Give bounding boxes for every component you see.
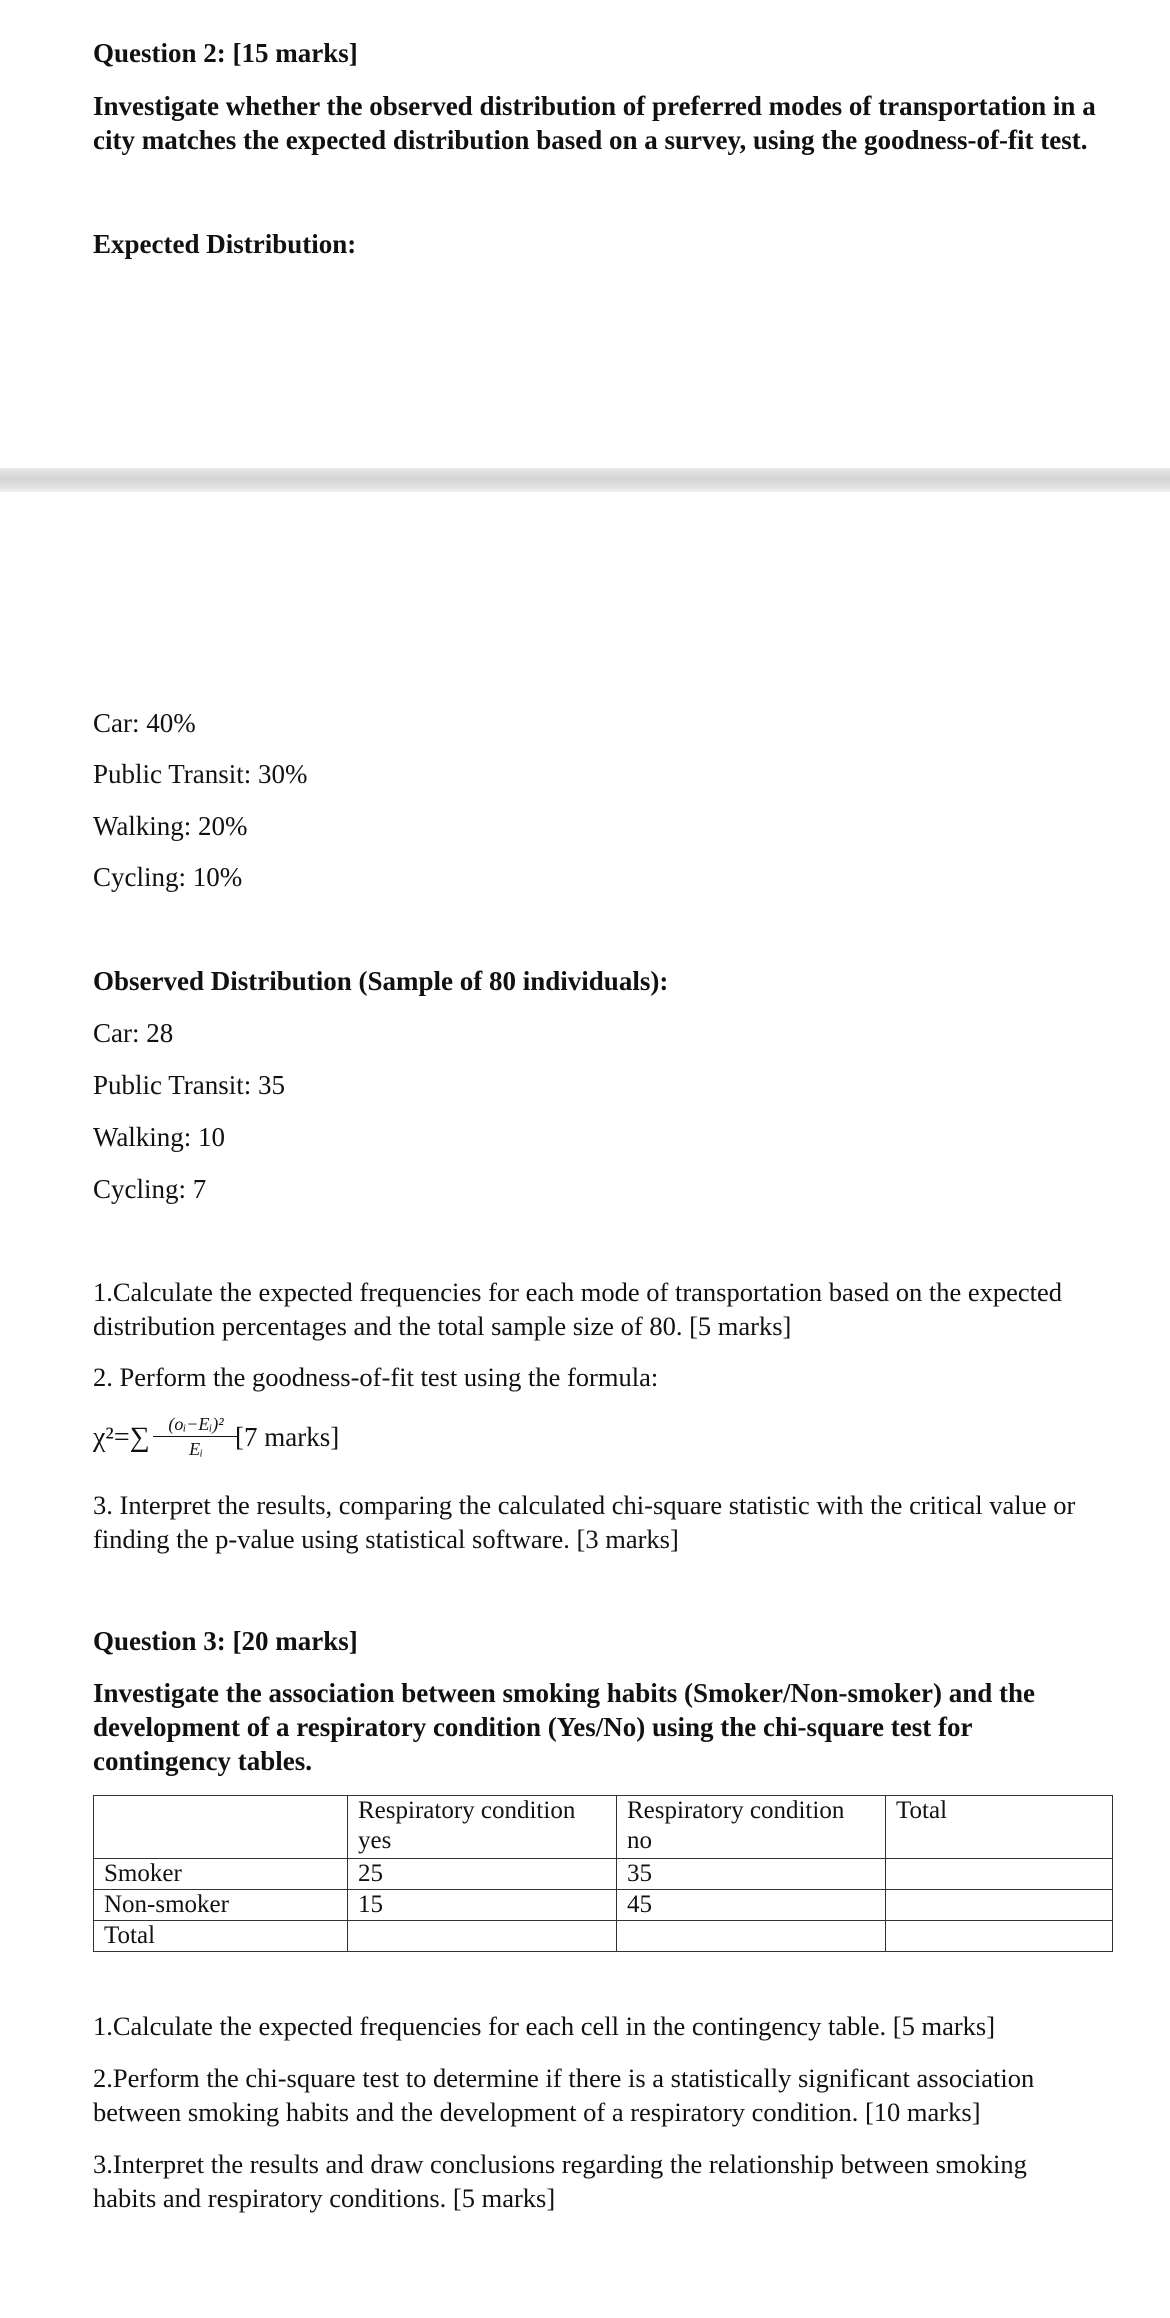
table-cell: 45: [617, 1890, 886, 1921]
question-3-task-3-line-1: 3.Interpret the results and draw conclusions regarding the relationship between smoking: [93, 2149, 1027, 2179]
question-3-task-3-line-2: habits and respiratory conditions. [5 marks]: [93, 2183, 556, 2213]
expected-item-public-transit: Public Transit: 30%: [93, 759, 308, 789]
table-cell: 25: [348, 1859, 617, 1890]
question-3-task-1: 1.Calculate the expected frequencies for each cell in the contingency table. [5 marks]: [93, 2011, 996, 2041]
question-2-intro-line-2: city matches the expected distribution based on a survey, using the goodness-of-fit test.: [93, 125, 1088, 155]
formula-denominator: Eᵢ: [189, 1439, 203, 1459]
observed-item-walking: Walking: 10: [93, 1122, 226, 1152]
formula-numerator: (oᵢ−Eᵢ)²: [153, 1414, 239, 1437]
table-cell: 15: [348, 1890, 617, 1921]
expected-item-cycling: Cycling: 10%: [93, 862, 243, 892]
question-3-intro-line-1: Investigate the association between smoking habits (Smoker/Non-smoker) and the: [93, 1678, 1036, 1708]
question-3-title: Question 3: [20 marks]: [93, 1626, 358, 1656]
table-cell: [886, 1890, 1113, 1921]
question-3-intro-line-2: development of a respiratory condition (Yes/No) using the chi-square test for: [93, 1712, 973, 1742]
table-header-cell: Respiratory condition no: [617, 1796, 886, 1859]
table-cell: [617, 1921, 886, 1952]
question-2-task-3-line-1: 3. Interpret the results, comparing the calculated chi-square statistic with the critical value or: [93, 1490, 1076, 1520]
page-separator: [0, 468, 1170, 492]
table-cell: 35: [617, 1859, 886, 1890]
question-2-task-1-line-2: distribution percentages and the total sample size of 80. [5 marks]: [93, 1311, 792, 1341]
table-row: [94, 1859, 1113, 1890]
table-cell: Smoker: [94, 1859, 348, 1890]
question-2-task-2: 2. Perform the goodness-of-fit test using the formula:: [93, 1362, 659, 1392]
contingency-table: [93, 1795, 1113, 1952]
table-cell: Non-smoker: [94, 1890, 348, 1921]
table-cell: [348, 1921, 617, 1952]
question-3-task-2-line-1: 2.Perform the chi-square test to determine if there is a statistically significant association: [93, 2063, 1035, 2093]
formula-marks: [7 marks]: [235, 1422, 340, 1452]
expected-item-walking: Walking: 20%: [93, 811, 248, 841]
question-2-intro-line-1: Investigate whether the observed distribution of preferred modes of transportation in a: [93, 91, 1096, 121]
question-3-intro-line-3: contingency tables.: [93, 1746, 312, 1776]
observed-item-public-transit: Public Transit: 35: [93, 1070, 286, 1100]
formula-fraction: [153, 1414, 239, 1459]
table-cell: [886, 1859, 1113, 1890]
observed-item-car: Car: 28: [93, 1018, 174, 1048]
expected-item-car: Car: 40%: [93, 708, 196, 738]
question-2-task-1-line-1: 1.Calculate the expected frequencies for each mode of transportation based on the expected: [93, 1277, 1063, 1307]
table-header-cell: Respiratory condition yes: [348, 1796, 617, 1859]
expected-distribution-heading: Expected Distribution:: [93, 229, 357, 259]
question-2-title: Question 2: [15 marks]: [93, 38, 358, 68]
observed-item-cycling: Cycling: 7: [93, 1174, 207, 1204]
table-header-cell: Total: [886, 1796, 1113, 1859]
table-cell: Total: [94, 1921, 348, 1952]
table-row: [94, 1890, 1113, 1921]
question-2-task-3-line-2: finding the p-value using statistical software. [3 marks]: [93, 1524, 679, 1554]
table-header-cell: [94, 1796, 348, 1859]
table-row: [94, 1921, 1113, 1952]
table-cell: [886, 1921, 1113, 1952]
question-3-task-2-line-2: between smoking habits and the development of a respiratory condition. [10 marks]: [93, 2097, 981, 2127]
observed-distribution-heading: Observed Distribution (Sample of 80 individuals):: [93, 966, 669, 996]
formula-chi-sum: χ²=∑: [93, 1422, 150, 1453]
table-header-row: [94, 1796, 1113, 1859]
